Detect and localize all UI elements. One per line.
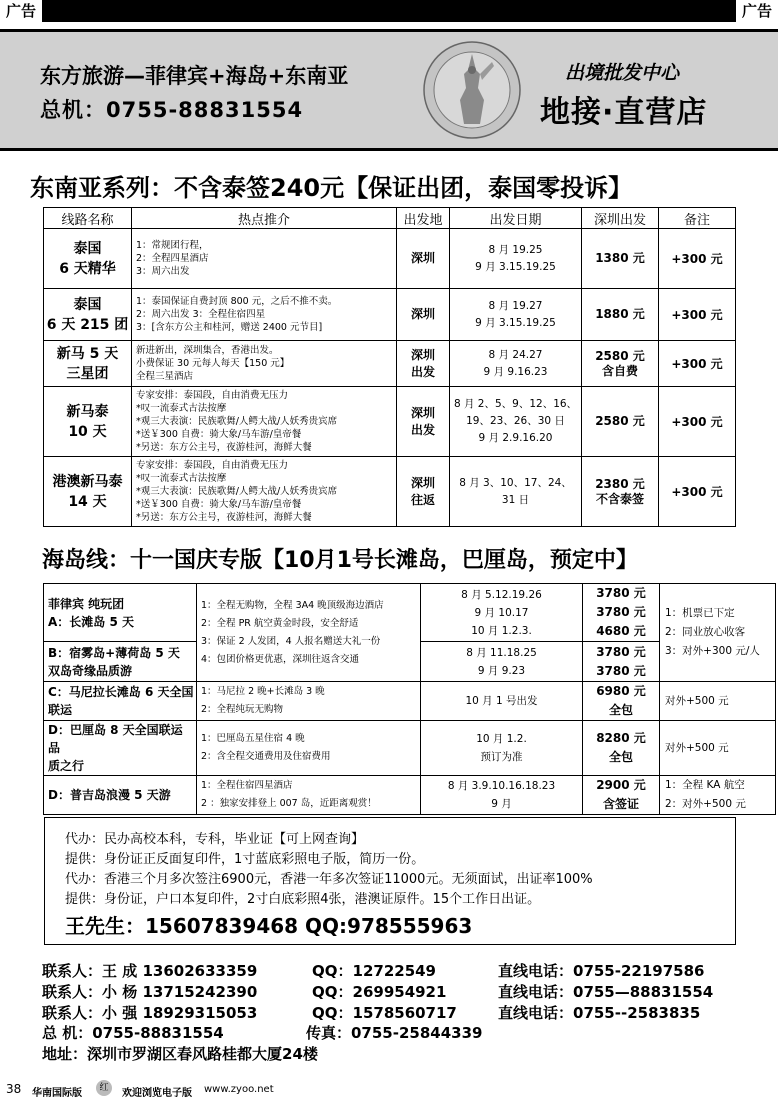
table-row — [44, 776, 776, 815]
sea-section-title: 东南亚系列：不含泰签240元【保证出团，泰国零投诉】 — [30, 174, 633, 202]
route-note: +300 元 — [659, 387, 736, 457]
agency-line: 代办：民办高校本科，专科，毕业证【可上网查询】 — [65, 832, 365, 847]
direct-store-label: 地接·直营店 — [540, 95, 708, 130]
table-row — [44, 457, 736, 527]
island-note: 对外+500 元 — [660, 721, 776, 776]
contact-qq: QQ：269954921 — [312, 983, 447, 1001]
website-link[interactable]: www.zyoo.net — [204, 1084, 274, 1095]
island-desc: 1：全程住宿四星酒店 2 ：独家安排登上 007 岛，近距离观赏！ — [197, 776, 421, 815]
edition-badge: 红 — [96, 1080, 112, 1096]
island-dates: 10 月 1 号出发 — [421, 682, 583, 721]
route-desc: 1：常规团行程， 2：全程四星酒店 3：周六出发 — [132, 229, 397, 289]
southeast-asia-table — [43, 207, 736, 527]
switchboard: 总 机：0755-88831554 — [42, 1024, 224, 1042]
slogan: 欢迎浏览电子版 — [122, 1088, 192, 1099]
island-note: 1：全程 KA 航空 2：对外+500 元 — [660, 776, 776, 815]
page-number: 38 — [6, 1082, 22, 1096]
island-dates: 8 月 3.9.10.16.18.23 9 月 — [421, 776, 583, 815]
table-row — [44, 387, 736, 457]
col-remarks: 备注 — [659, 208, 736, 229]
island-route-name: D：巴厘岛 8 天全国联运品 质之行 — [44, 721, 197, 776]
header-banner — [0, 29, 778, 151]
island-desc: 1：巴厘岛五星住宿 4 晚 2：含全程交通费用及住宿费用 — [197, 721, 421, 776]
route-name: 港澳新马泰 14 天 — [44, 457, 132, 527]
route-from: 深圳 — [397, 289, 450, 341]
company-tagline: 东方旅游—菲律宾+海岛+东南亚 — [40, 64, 349, 88]
top-ad-bar — [0, 0, 778, 22]
island-price: 3780 元 3780 元 4680 元 — [583, 584, 660, 642]
island-dates: 8 月 11.18.25 9 月 9.23 — [421, 642, 583, 682]
table-row — [44, 584, 776, 642]
table-row — [44, 341, 736, 387]
route-desc: 专家安排：泰国段，自由消费无压力 *叹一流泰式古法按摩 *观三大表演：民族歌舞/人鳄大战/人妖秀贵宾席 *送￥300 自费：骑大象/马车游/皇帝餐 *另送：东方公主号，夜游桂河，海鲜大餐 — [132, 457, 397, 527]
route-price: 1880 元 — [582, 289, 659, 341]
ad-label-right: 广告 — [736, 0, 778, 22]
agency-line: 代办：香港三个月多次签注6900元，香港一年多次签证11000元。无须面试，出证率100% — [65, 872, 593, 887]
island-table — [43, 583, 776, 815]
island-note-ab: 1：机票已下定 2：同业放心收客 3：对外+300 元/人 — [660, 584, 776, 682]
contact-direct-line: 直线电话：0755--2583835 — [498, 1004, 701, 1022]
route-name: 泰国 6 天精华 — [44, 229, 132, 289]
route-desc: 专家安排：泰国段，自由消费无压力 *叹一流泰式古法按摩 *观三大表演：民族歌舞/人鳄大战/人妖秀贵宾席 *送￥300 自费：骑大象/马车游/皇帝餐 *另送：东方公主号，夜游桂河，海鲜大餐 — [132, 387, 397, 457]
publication-name: 华南国际版 — [32, 1088, 82, 1099]
contact-qq: QQ：1578560717 — [312, 1004, 457, 1022]
island-note: 对外+500 元 — [660, 682, 776, 721]
island-route-name: C：马尼拉长滩岛 6 天全国 联运 — [44, 682, 197, 721]
route-dates: 8 月 19.25 9 月 3.15.19.25 — [450, 229, 582, 289]
contact-direct-line: 直线电话：0755—88831554 — [498, 983, 714, 1001]
route-from: 深圳 往返 — [397, 457, 450, 527]
ad-label-left: 广告 — [0, 0, 42, 22]
contact-person: 联系人：小 杨 13715242390 — [42, 983, 258, 1001]
route-dates: 8 月 3、10、17、24、 31 日 — [450, 457, 582, 527]
route-note: +300 元 — [659, 229, 736, 289]
island-dates: 8 月 5.12.19.26 9 月 10.17 10 月 1.2.3. — [421, 584, 583, 642]
table-row — [44, 289, 736, 341]
island-price: 8280 元 全包 — [583, 721, 660, 776]
route-dates: 8 月 19.27 9 月 3.15.19.25 — [450, 289, 582, 341]
agency-line: 提供：身份证，户口本复印件，2寸白底彩照4张，港澳证原件。15个工作日出证。 — [65, 892, 541, 907]
route-desc: 1：泰国保证自费封顶 800 元，之后不推不卖。 2：周六出发 3：全程住宿四星 3：[含东方公主和桂河，赠送 2400 元节目] — [132, 289, 397, 341]
contact-qq: QQ：12722549 — [312, 962, 436, 980]
col-shenzhen-price: 深圳出发 — [582, 208, 659, 229]
col-departure-date: 出发日期 — [450, 208, 582, 229]
island-desc-ab: 1：全程无购物，全程 3A4 晚顶级海边酒店 2：全程 PR 航空黄金时段，安全舒适 3：保证 2 人发团，4 人报名赠送大礼一份 4：包团价格更优惠，深圳往返含交通 — [197, 584, 421, 682]
route-price: 1380 元 — [582, 229, 659, 289]
route-from: 深圳 — [397, 229, 450, 289]
col-route: 线路名称 — [44, 208, 132, 229]
table-header-row — [44, 208, 736, 229]
route-name: 新马泰 10 天 — [44, 387, 132, 457]
page-footer — [0, 1078, 778, 1100]
agency-line: 提供：身份证正反面复印件，1寸蓝底彩照电子版，简历一份。 — [65, 852, 425, 867]
agency-services-box — [44, 817, 736, 945]
agency-contact: 王先生：15607839468 QQ:978555963 — [65, 914, 473, 938]
contact-person: 联系人：王 成 13602633359 — [42, 962, 258, 980]
route-note: +300 元 — [659, 341, 736, 387]
route-note: +300 元 — [659, 289, 736, 341]
island-desc: 1：马尼拉 2 晚+长滩岛 3 晚 2：全程纯玩无购物 — [197, 682, 421, 721]
island-dates: 10 月 1.2. 预订为准 — [421, 721, 583, 776]
route-dates: 8 月 2、5、9、12、16、 19、23、26、30 日 9 月 2.9.16.20 — [450, 387, 582, 457]
route-dates: 8 月 24.27 9 月 9.16.23 — [450, 341, 582, 387]
island-price: 3780 元 3780 元 — [583, 642, 660, 682]
island-route-name: D：普吉岛浪漫 5 天游 — [44, 776, 197, 815]
thai-statue-logo — [422, 40, 522, 140]
route-name: 泰国 6 天 215 团 — [44, 289, 132, 341]
route-note: +300 元 — [659, 457, 736, 527]
route-price: 2580 元 含自费 — [582, 341, 659, 387]
route-from: 深圳 出发 — [397, 341, 450, 387]
table-row — [44, 721, 776, 776]
island-route-name: B：宿雾岛+薄荷岛 5 天 双岛奇缘品质游 — [44, 642, 197, 682]
island-price: 2900 元 含签证 — [583, 776, 660, 815]
col-departure-place: 出发地 — [397, 208, 450, 229]
wholesale-center-label: 出境批发中心 — [565, 62, 680, 84]
route-desc: 新进新出，深圳集合，香港出发。 小费保证 30 元每人每天【150 元】 全程三星酒店 — [132, 341, 397, 387]
contact-person: 联系人：小 强 18929315053 — [42, 1004, 258, 1022]
table-row — [44, 682, 776, 721]
col-highlights: 热点推介 — [132, 208, 397, 229]
island-section-title: 海岛线：十一国庆专版【10月1号长滩岛，巴厘岛，预定中】 — [42, 548, 638, 573]
route-name: 新马 5 天 三星团 — [44, 341, 132, 387]
fax: 传真：0755-25844339 — [306, 1024, 483, 1042]
route-price: 2580 元 — [582, 387, 659, 457]
island-price: 6980 元 全包 — [583, 682, 660, 721]
contact-direct-line: 直线电话：0755-22197586 — [498, 962, 705, 980]
main-phone: 总机：0755-88831554 — [40, 98, 304, 122]
table-row — [44, 229, 736, 289]
route-from: 深圳 出发 — [397, 387, 450, 457]
route-price: 2380 元 不含泰签 — [582, 457, 659, 527]
island-route-name: 菲律宾 纯玩团 A：长滩岛 5 天 — [44, 584, 197, 642]
address: 地址：深圳市罗湖区春风路桂都大厦24楼 — [42, 1045, 318, 1063]
